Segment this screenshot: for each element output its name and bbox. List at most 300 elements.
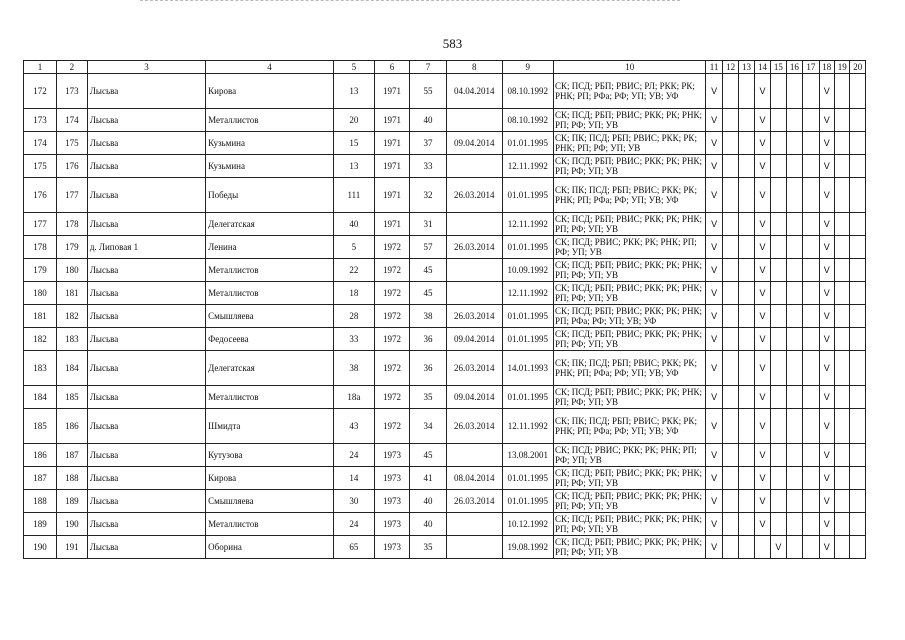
cell-mark-16 bbox=[786, 305, 802, 328]
cell-mark-11: V bbox=[706, 213, 722, 236]
cell-works-list: СК; ПК; ПСД; РБП; РВИС; РКК; РК; РНК; РП; РФа; РФ; УП; УВ; УФ bbox=[554, 178, 706, 213]
cell-mark-19 bbox=[835, 109, 850, 132]
cell-mark-15 bbox=[771, 109, 786, 132]
cell-house-index: 186 bbox=[56, 409, 87, 444]
cell-mark-18: V bbox=[819, 513, 834, 536]
cell-row-index: 172 bbox=[24, 74, 57, 109]
cell-mark-20 bbox=[850, 74, 866, 109]
cell-date-8: 09.04.2014 bbox=[447, 386, 503, 409]
cell-mark-18: V bbox=[819, 74, 834, 109]
cell-mark-18: V bbox=[819, 490, 834, 513]
cell-works-list: СК; ПСД; РБП; РВИС; РКК; РК; РНК; РП; РФ; УП; УВ bbox=[554, 536, 706, 559]
cell-mark-13 bbox=[739, 236, 754, 259]
cell-mark-19 bbox=[835, 409, 850, 444]
register-table-container bbox=[23, 60, 866, 559]
cell-works-list: СК; ПСД; РБП; РВИС; РКК; РК; РНК; РП; РФ; УП; УВ bbox=[554, 282, 706, 305]
cell-year-built: 1972 bbox=[374, 386, 409, 409]
cell-date-8 bbox=[447, 536, 503, 559]
cell-mark-19 bbox=[835, 351, 850, 386]
cell-col-7: 57 bbox=[409, 236, 446, 259]
cell-row-index: 178 bbox=[24, 236, 57, 259]
cell-mark-19 bbox=[835, 513, 850, 536]
cell-mark-14: V bbox=[754, 213, 770, 236]
cell-house-index: 173 bbox=[56, 74, 87, 109]
cell-date-9: 08.10.1992 bbox=[502, 109, 553, 132]
cell-row-index: 173 bbox=[24, 109, 57, 132]
cell-mark-15 bbox=[771, 132, 786, 155]
cell-row-index: 190 bbox=[24, 536, 57, 559]
cell-settlement: д. Липовая 1 bbox=[87, 236, 205, 259]
cell-mark-12 bbox=[722, 386, 738, 409]
cell-mark-18: V bbox=[819, 351, 834, 386]
column-header-19: 19 bbox=[835, 61, 850, 74]
cell-mark-19 bbox=[835, 467, 850, 490]
cell-date-8: 26.03.2014 bbox=[447, 490, 503, 513]
cell-house-index: 188 bbox=[56, 467, 87, 490]
cell-house-number: 22 bbox=[333, 259, 374, 282]
cell-mark-18: V bbox=[819, 132, 834, 155]
cell-works-list: СК; ПСД; РБП; РВИС; РКК; РК; РНК; РП; РФ; УП; УВ bbox=[554, 259, 706, 282]
cell-date-8: 09.04.2014 bbox=[447, 132, 503, 155]
cell-mark-19 bbox=[835, 132, 850, 155]
table-row bbox=[24, 409, 866, 444]
cell-mark-12 bbox=[722, 305, 738, 328]
cell-mark-15 bbox=[771, 213, 786, 236]
cell-mark-17 bbox=[803, 282, 819, 305]
cell-mark-17 bbox=[803, 409, 819, 444]
cell-row-index: 186 bbox=[24, 444, 57, 467]
cell-works-list: СК; ПСД; РБП; РВИС; РКК; РК; РНК; РП; РФ; УП; УВ bbox=[554, 213, 706, 236]
cell-col-7: 37 bbox=[409, 132, 446, 155]
column-header-15: 15 bbox=[771, 61, 786, 74]
cell-mark-14: V bbox=[754, 328, 770, 351]
cell-mark-18: V bbox=[819, 444, 834, 467]
cell-year-built: 1972 bbox=[374, 305, 409, 328]
cell-col-7: 55 bbox=[409, 74, 446, 109]
cell-mark-17 bbox=[803, 467, 819, 490]
cell-mark-16 bbox=[786, 74, 802, 109]
cell-house-index: 176 bbox=[56, 155, 87, 178]
cell-house-number: 111 bbox=[333, 178, 374, 213]
cell-mark-16 bbox=[786, 513, 802, 536]
cell-mark-17 bbox=[803, 386, 819, 409]
cell-date-8: 08.04.2014 bbox=[447, 467, 503, 490]
cell-date-9: 01.01.1995 bbox=[502, 132, 553, 155]
cell-mark-19 bbox=[835, 178, 850, 213]
cell-settlement: Лысьва bbox=[87, 132, 205, 155]
cell-mark-14: V bbox=[754, 490, 770, 513]
column-header-3: 3 bbox=[87, 61, 205, 74]
cell-date-9: 10.09.1992 bbox=[502, 259, 553, 282]
cell-mark-17 bbox=[803, 305, 819, 328]
cell-street: Металлистов bbox=[206, 282, 334, 305]
cell-mark-19 bbox=[835, 386, 850, 409]
cell-house-index: 175 bbox=[56, 132, 87, 155]
cell-settlement: Лысьва bbox=[87, 351, 205, 386]
cell-mark-19 bbox=[835, 259, 850, 282]
cell-mark-15 bbox=[771, 386, 786, 409]
cell-row-index: 179 bbox=[24, 259, 57, 282]
cell-col-7: 38 bbox=[409, 305, 446, 328]
cell-mark-16 bbox=[786, 132, 802, 155]
cell-date-9: 13.08.2001 bbox=[502, 444, 553, 467]
cell-house-number: 33 bbox=[333, 328, 374, 351]
cell-year-built: 1971 bbox=[374, 132, 409, 155]
cell-mark-11: V bbox=[706, 536, 722, 559]
cell-mark-13 bbox=[739, 351, 754, 386]
cell-date-9: 01.01.1995 bbox=[502, 386, 553, 409]
cell-mark-13 bbox=[739, 490, 754, 513]
cell-mark-16 bbox=[786, 351, 802, 386]
cell-mark-16 bbox=[786, 409, 802, 444]
cell-settlement: Лысьва bbox=[87, 155, 205, 178]
column-header-10: 10 bbox=[554, 61, 706, 74]
cell-house-number: 38 bbox=[333, 351, 374, 386]
column-header-12: 12 bbox=[722, 61, 738, 74]
cell-mark-19 bbox=[835, 282, 850, 305]
column-header-7: 7 bbox=[409, 61, 446, 74]
cell-mark-16 bbox=[786, 213, 802, 236]
column-header-1: 1 bbox=[24, 61, 57, 74]
cell-row-index: 176 bbox=[24, 178, 57, 213]
cell-mark-11: V bbox=[706, 444, 722, 467]
cell-house-number: 65 bbox=[333, 536, 374, 559]
cell-year-built: 1972 bbox=[374, 236, 409, 259]
cell-mark-11: V bbox=[706, 305, 722, 328]
cell-row-index: 175 bbox=[24, 155, 57, 178]
cell-mark-12 bbox=[722, 282, 738, 305]
cell-mark-17 bbox=[803, 351, 819, 386]
cell-house-index: 178 bbox=[56, 213, 87, 236]
cell-row-index: 180 bbox=[24, 282, 57, 305]
cell-mark-15 bbox=[771, 305, 786, 328]
cell-mark-13 bbox=[739, 386, 754, 409]
column-header-18: 18 bbox=[819, 61, 834, 74]
cell-mark-20 bbox=[850, 282, 866, 305]
cell-street: Кутузова bbox=[206, 444, 334, 467]
cell-mark-14: V bbox=[754, 155, 770, 178]
cell-mark-20 bbox=[850, 305, 866, 328]
cell-col-7: 36 bbox=[409, 351, 446, 386]
cell-house-number: 30 bbox=[333, 490, 374, 513]
cell-mark-13 bbox=[739, 74, 754, 109]
cell-mark-20 bbox=[850, 236, 866, 259]
column-header-2: 2 bbox=[56, 61, 87, 74]
cell-date-8 bbox=[447, 155, 503, 178]
cell-mark-14: V bbox=[754, 109, 770, 132]
cell-works-list: СК; ПК; ПСД; РБП; РВИС; РКК; РК; РНК; РП; РФа; РФ; УП; УВ; УФ bbox=[554, 409, 706, 444]
cell-mark-11: V bbox=[706, 351, 722, 386]
cell-house-number: 24 bbox=[333, 444, 374, 467]
cell-mark-16 bbox=[786, 236, 802, 259]
cell-house-number: 24 bbox=[333, 513, 374, 536]
cell-house-index: 174 bbox=[56, 109, 87, 132]
cell-works-list: СК; ПСД; РБП; РВИС; РКК; РК; РНК; РП; РФ; УП; УВ bbox=[554, 467, 706, 490]
cell-row-index: 182 bbox=[24, 328, 57, 351]
cell-works-list: СК; ПСД; РБП; РВИС; РЛ; РКК; РК; РНК; РП; РФа; РФ; УП; УВ; УФ bbox=[554, 74, 706, 109]
cell-mark-19 bbox=[835, 328, 850, 351]
cell-mark-17 bbox=[803, 109, 819, 132]
cell-date-8: 26.03.2014 bbox=[447, 351, 503, 386]
table-row bbox=[24, 536, 866, 559]
column-header-9: 9 bbox=[502, 61, 553, 74]
cell-date-9: 19.08.1992 bbox=[502, 536, 553, 559]
cell-settlement: Лысьва bbox=[87, 259, 205, 282]
cell-col-7: 40 bbox=[409, 490, 446, 513]
cell-mark-14 bbox=[754, 536, 770, 559]
cell-works-list: СК; ПСД; РБП; РВИС; РКК; РК; РНК; РП; РФ; УП; УВ bbox=[554, 386, 706, 409]
cell-works-list: СК; ПСД; РБП; РВИС; РКК; РК; РНК; РП; РФ; УП; УВ bbox=[554, 490, 706, 513]
cell-mark-14: V bbox=[754, 409, 770, 444]
cell-row-index: 185 bbox=[24, 409, 57, 444]
cell-mark-17 bbox=[803, 74, 819, 109]
table-row bbox=[24, 513, 866, 536]
column-header-13: 13 bbox=[739, 61, 754, 74]
cell-mark-19 bbox=[835, 305, 850, 328]
cell-house-index: 180 bbox=[56, 259, 87, 282]
cell-year-built: 1971 bbox=[374, 155, 409, 178]
cell-house-index: 184 bbox=[56, 351, 87, 386]
cell-year-built: 1972 bbox=[374, 351, 409, 386]
cell-mark-18: V bbox=[819, 236, 834, 259]
table-row bbox=[24, 236, 866, 259]
cell-mark-12 bbox=[722, 409, 738, 444]
cell-mark-20 bbox=[850, 328, 866, 351]
cell-mark-19 bbox=[835, 213, 850, 236]
cell-settlement: Лысьва bbox=[87, 282, 205, 305]
cell-mark-20 bbox=[850, 409, 866, 444]
cell-mark-18: V bbox=[819, 213, 834, 236]
cell-settlement: Лысьва bbox=[87, 213, 205, 236]
cell-mark-11: V bbox=[706, 236, 722, 259]
cell-mark-15 bbox=[771, 236, 786, 259]
cell-date-8 bbox=[447, 513, 503, 536]
table-row bbox=[24, 282, 866, 305]
cell-col-7: 45 bbox=[409, 444, 446, 467]
page-number: 583 bbox=[442, 36, 463, 51]
register-table bbox=[23, 60, 866, 559]
cell-date-8: 26.03.2014 bbox=[447, 305, 503, 328]
cell-house-index: 187 bbox=[56, 444, 87, 467]
table-row bbox=[24, 351, 866, 386]
cell-year-built: 1972 bbox=[374, 259, 409, 282]
cell-mark-12 bbox=[722, 536, 738, 559]
table-row bbox=[24, 328, 866, 351]
cell-mark-12 bbox=[722, 236, 738, 259]
cell-mark-15 bbox=[771, 444, 786, 467]
cell-mark-18: V bbox=[819, 328, 834, 351]
cell-mark-15 bbox=[771, 74, 786, 109]
cell-row-index: 183 bbox=[24, 351, 57, 386]
cell-mark-20 bbox=[850, 513, 866, 536]
cell-mark-13 bbox=[739, 259, 754, 282]
cell-mark-11: V bbox=[706, 409, 722, 444]
cell-mark-14: V bbox=[754, 132, 770, 155]
cell-mark-15 bbox=[771, 351, 786, 386]
table-row bbox=[24, 109, 866, 132]
cell-mark-18: V bbox=[819, 155, 834, 178]
cell-street: Кирова bbox=[206, 467, 334, 490]
cell-house-index: 189 bbox=[56, 490, 87, 513]
cell-mark-16 bbox=[786, 109, 802, 132]
column-header-4: 4 bbox=[206, 61, 334, 74]
cell-year-built: 1973 bbox=[374, 536, 409, 559]
cell-date-9: 01.01.1995 bbox=[502, 490, 553, 513]
cell-mark-18: V bbox=[819, 305, 834, 328]
column-header-20: 20 bbox=[850, 61, 866, 74]
cell-mark-15 bbox=[771, 282, 786, 305]
cell-mark-13 bbox=[739, 282, 754, 305]
cell-mark-11: V bbox=[706, 386, 722, 409]
cell-year-built: 1972 bbox=[374, 282, 409, 305]
cell-mark-16 bbox=[786, 328, 802, 351]
cell-mark-18: V bbox=[819, 386, 834, 409]
cell-house-index: 177 bbox=[56, 178, 87, 213]
cell-mark-11: V bbox=[706, 328, 722, 351]
cell-works-list: СК; ПСД; РБП; РВИС; РКК; РК; РНК; РП; РФа; РФ; УП; УВ; УФ bbox=[554, 305, 706, 328]
table-row bbox=[24, 213, 866, 236]
cell-row-index: 188 bbox=[24, 490, 57, 513]
cell-mark-13 bbox=[739, 178, 754, 213]
cell-house-index: 181 bbox=[56, 282, 87, 305]
cell-house-number: 13 bbox=[333, 74, 374, 109]
cell-mark-13 bbox=[739, 536, 754, 559]
cell-mark-20 bbox=[850, 490, 866, 513]
cell-mark-17 bbox=[803, 236, 819, 259]
cell-street: Кузьмина bbox=[206, 155, 334, 178]
cell-house-index: 179 bbox=[56, 236, 87, 259]
cell-mark-17 bbox=[803, 155, 819, 178]
cell-mark-12 bbox=[722, 213, 738, 236]
cell-mark-12 bbox=[722, 513, 738, 536]
cell-house-index: 190 bbox=[56, 513, 87, 536]
cell-col-7: 32 bbox=[409, 178, 446, 213]
cell-mark-20 bbox=[850, 178, 866, 213]
cell-mark-11: V bbox=[706, 178, 722, 213]
cell-mark-16 bbox=[786, 490, 802, 513]
cell-mark-17 bbox=[803, 213, 819, 236]
cell-works-list: СК; ПСД; РВИС; РКК; РК; РНК; РП; РФ; УП; УВ bbox=[554, 444, 706, 467]
cell-house-number: 20 bbox=[333, 109, 374, 132]
cell-works-list: СК; ПСД; РБП; РВИС; РКК; РК; РНК; РП; РФ; УП; УВ bbox=[554, 328, 706, 351]
column-header-8: 8 bbox=[447, 61, 503, 74]
cell-house-number: 18 bbox=[333, 282, 374, 305]
cell-mark-20 bbox=[850, 536, 866, 559]
cell-mark-20 bbox=[850, 109, 866, 132]
cell-mark-16 bbox=[786, 282, 802, 305]
table-row bbox=[24, 386, 866, 409]
cell-row-index: 187 bbox=[24, 467, 57, 490]
cell-mark-12 bbox=[722, 259, 738, 282]
cell-street: Металлистов bbox=[206, 513, 334, 536]
cell-mark-14: V bbox=[754, 351, 770, 386]
table-row bbox=[24, 444, 866, 467]
cell-works-list: СК; ПК; ПСД; РБП; РВИС; РКК; РК; РНК; РП; РФа; РФ; УП; УВ; УФ bbox=[554, 351, 706, 386]
cell-house-number: 40 bbox=[333, 213, 374, 236]
cell-house-number: 18а bbox=[333, 386, 374, 409]
cell-works-list: СК; ПСД; РВИС; РКК; РК; РНК; РП; РФ; УП; УВ bbox=[554, 236, 706, 259]
cell-mark-20 bbox=[850, 155, 866, 178]
cell-col-7: 31 bbox=[409, 213, 446, 236]
cell-mark-17 bbox=[803, 444, 819, 467]
table-row bbox=[24, 74, 866, 109]
cell-date-8: 09.04.2014 bbox=[447, 328, 503, 351]
cell-mark-17 bbox=[803, 513, 819, 536]
cell-house-index: 182 bbox=[56, 305, 87, 328]
cell-mark-11: V bbox=[706, 74, 722, 109]
cell-house-number: 43 bbox=[333, 409, 374, 444]
cell-street: Победы bbox=[206, 178, 334, 213]
cell-mark-19 bbox=[835, 444, 850, 467]
cell-year-built: 1971 bbox=[374, 213, 409, 236]
cell-row-index: 181 bbox=[24, 305, 57, 328]
cell-mark-15 bbox=[771, 467, 786, 490]
cell-settlement: Лысьва bbox=[87, 74, 205, 109]
cell-mark-20 bbox=[850, 444, 866, 467]
cell-mark-12 bbox=[722, 467, 738, 490]
cell-date-8: 26.03.2014 bbox=[447, 178, 503, 213]
table-row bbox=[24, 467, 866, 490]
cell-mark-14: V bbox=[754, 513, 770, 536]
cell-mark-15: V bbox=[771, 536, 786, 559]
cell-street: Делегатская bbox=[206, 213, 334, 236]
cell-mark-11: V bbox=[706, 155, 722, 178]
cell-year-built: 1973 bbox=[374, 513, 409, 536]
cell-mark-17 bbox=[803, 490, 819, 513]
cell-mark-15 bbox=[771, 490, 786, 513]
cell-col-7: 41 bbox=[409, 467, 446, 490]
column-header-5: 5 bbox=[333, 61, 374, 74]
cell-year-built: 1973 bbox=[374, 490, 409, 513]
cell-street: Шмидта bbox=[206, 409, 334, 444]
table-row bbox=[24, 155, 866, 178]
column-header-14: 14 bbox=[754, 61, 770, 74]
cell-house-index: 191 bbox=[56, 536, 87, 559]
cell-mark-20 bbox=[850, 467, 866, 490]
cell-date-9: 01.01.1995 bbox=[502, 305, 553, 328]
cell-mark-14: V bbox=[754, 259, 770, 282]
cell-settlement: Лысьва bbox=[87, 386, 205, 409]
cell-date-9: 01.01.1995 bbox=[502, 467, 553, 490]
table-row bbox=[24, 490, 866, 513]
cell-mark-17 bbox=[803, 259, 819, 282]
header-row bbox=[24, 61, 866, 74]
cell-mark-11: V bbox=[706, 282, 722, 305]
cell-house-number: 5 bbox=[333, 236, 374, 259]
cell-house-number: 14 bbox=[333, 467, 374, 490]
cell-street: Металлистов bbox=[206, 259, 334, 282]
cell-mark-20 bbox=[850, 386, 866, 409]
cell-date-8 bbox=[447, 282, 503, 305]
cell-mark-13 bbox=[739, 513, 754, 536]
cell-street: Кузьмина bbox=[206, 132, 334, 155]
cell-mark-12 bbox=[722, 109, 738, 132]
cell-col-7: 33 bbox=[409, 155, 446, 178]
cell-mark-17 bbox=[803, 536, 819, 559]
cell-settlement: Лысьва bbox=[87, 328, 205, 351]
cell-mark-12 bbox=[722, 155, 738, 178]
cell-mark-18: V bbox=[819, 467, 834, 490]
cell-date-9: 12.11.1992 bbox=[502, 409, 553, 444]
cell-mark-12 bbox=[722, 444, 738, 467]
cell-street: Смышляева bbox=[206, 490, 334, 513]
cell-date-8 bbox=[447, 109, 503, 132]
cell-date-8 bbox=[447, 259, 503, 282]
cell-mark-18: V bbox=[819, 259, 834, 282]
cell-mark-17 bbox=[803, 328, 819, 351]
cell-settlement: Лысьва bbox=[87, 513, 205, 536]
cell-settlement: Лысьва bbox=[87, 467, 205, 490]
